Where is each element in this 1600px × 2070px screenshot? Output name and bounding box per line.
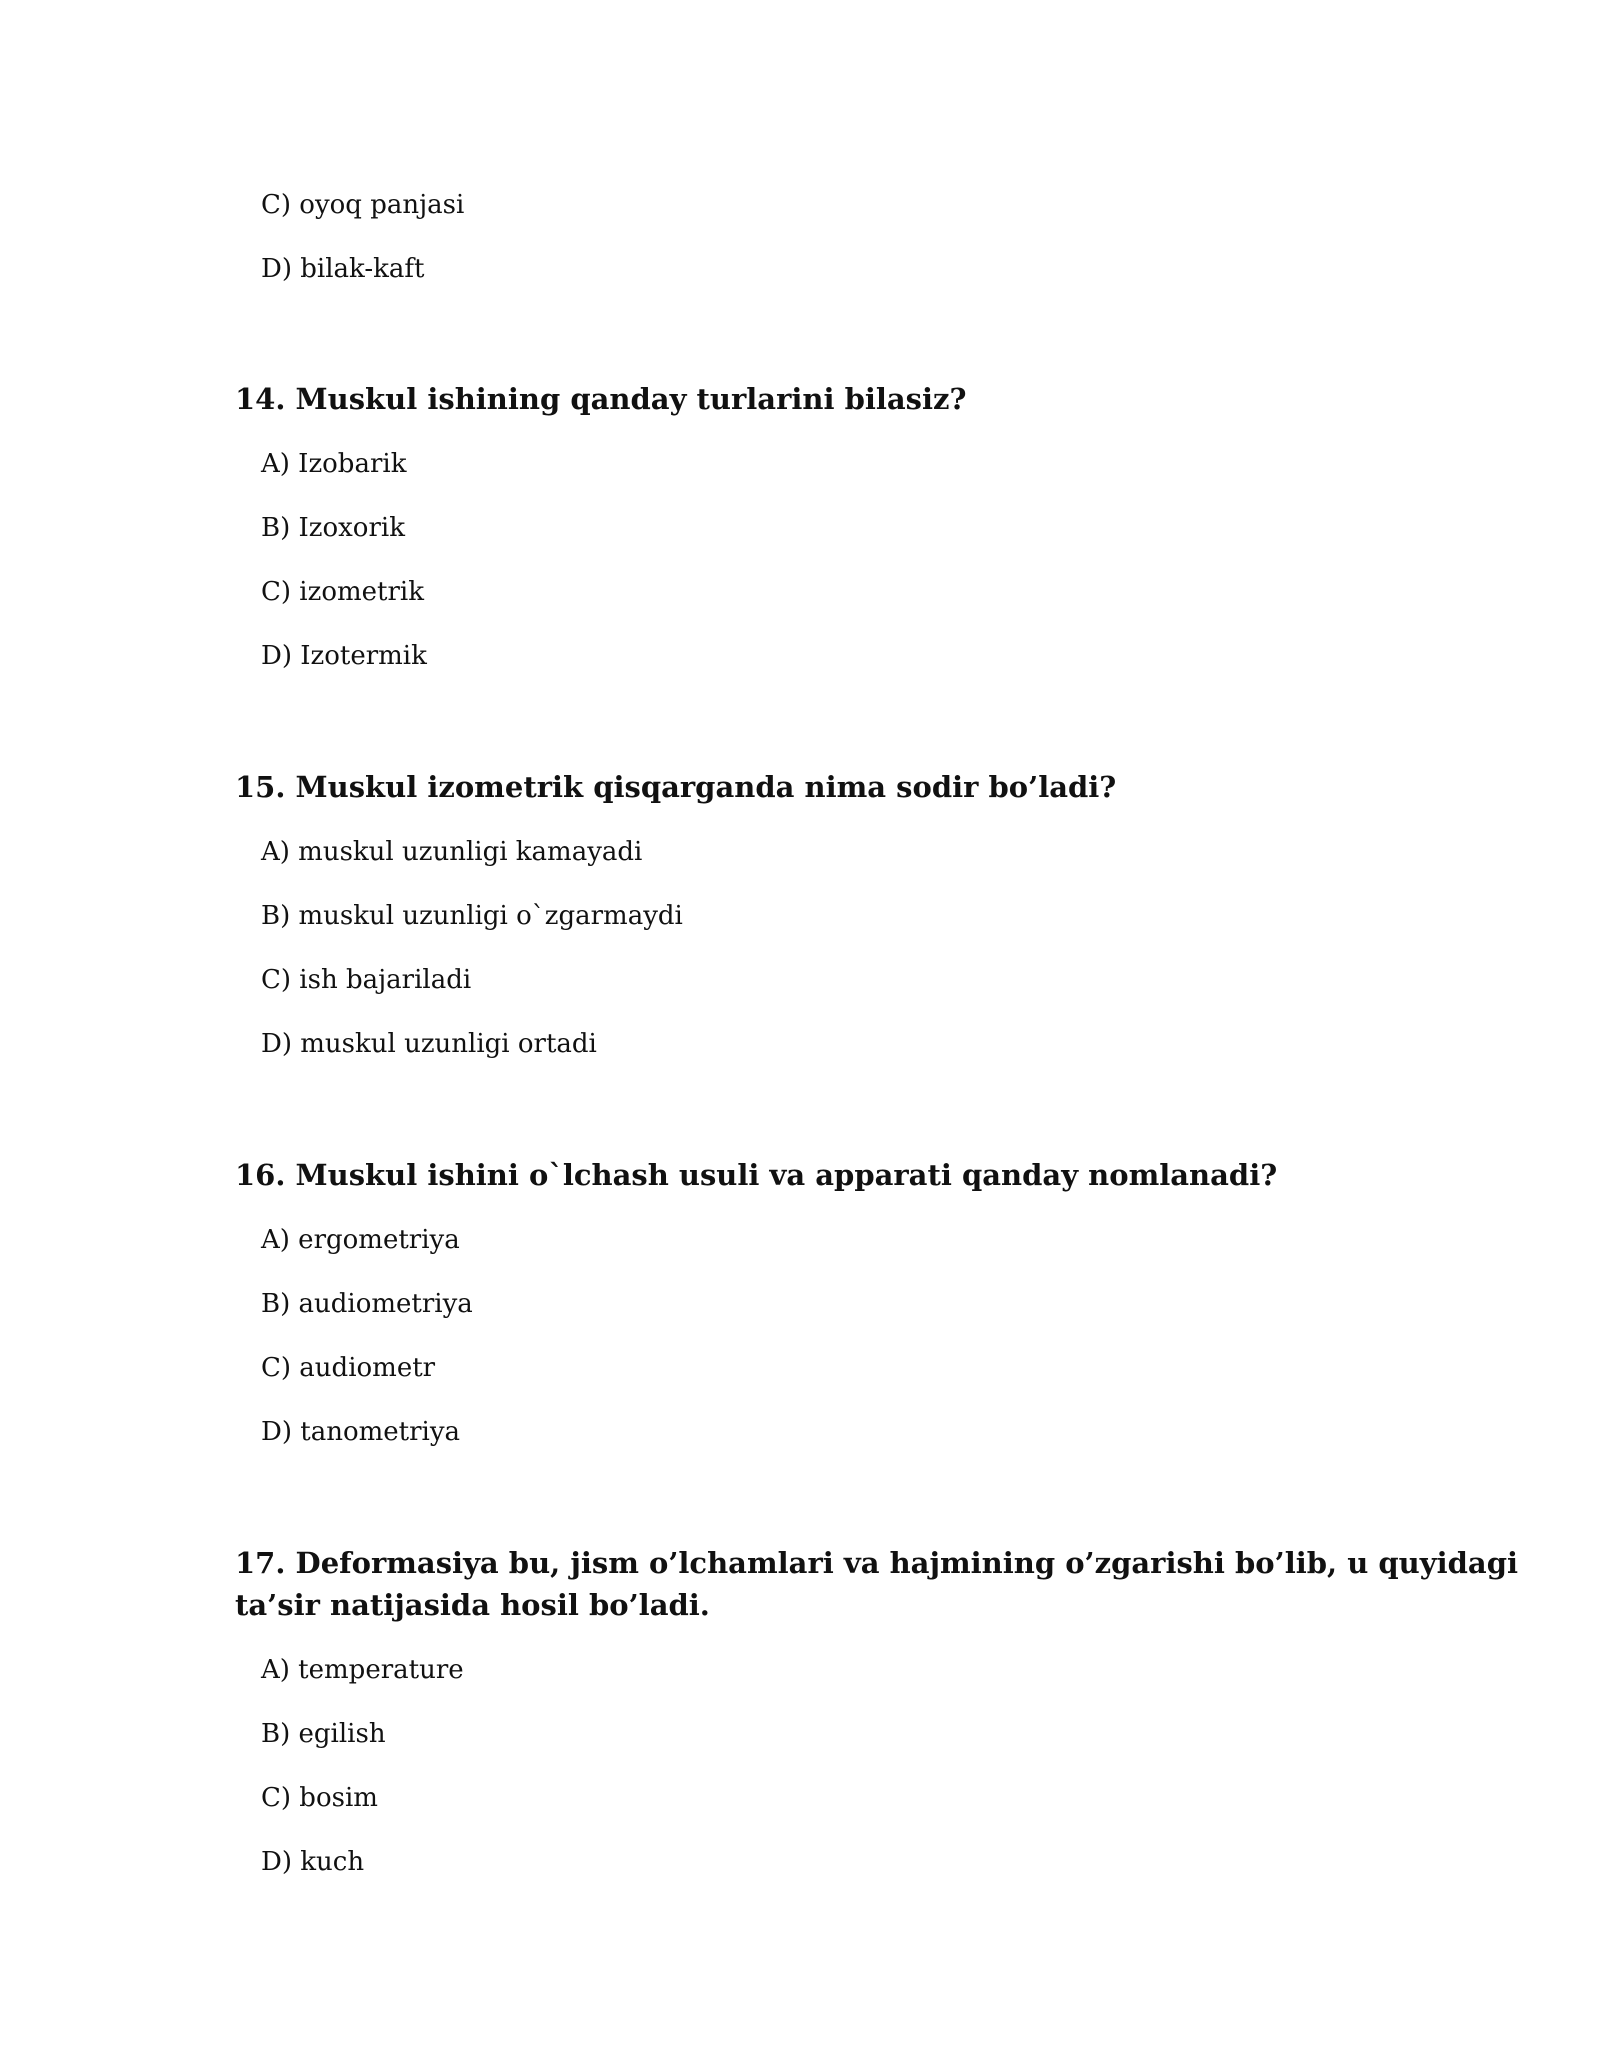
question-14-option-d: D) Izotermik — [261, 641, 427, 671]
question-16-option-c: C) audiometr — [261, 1353, 436, 1383]
question-17-option-b: B) egilish — [261, 1719, 386, 1749]
question-14: 14. Muskul ishining qanday turlarini bilasiz? — [235, 382, 967, 416]
question-17-option-a: A) temperature — [261, 1655, 464, 1685]
question-15-option-b: B) muskul uzunligi o`zgarmaydi — [261, 901, 683, 931]
question-14-option-c: C) izometrik — [261, 577, 424, 607]
question-16-option-a: A) ergometriya — [261, 1225, 460, 1255]
question-17-line-1: 17. Deformasiya bu, jism o’lchamlari va hajmining o’zgarishi bo’lib, u quyidagi — [235, 1546, 1518, 1580]
question-16-option-b: B) audiometriya — [261, 1289, 473, 1319]
question-16-option-d: D) tanometriya — [261, 1417, 461, 1447]
question-15: 15. Muskul izometrik qisqarganda nima sodir bo’ladi? — [235, 770, 1117, 804]
question-17-option-c: C) bosim — [261, 1783, 378, 1813]
question-17-option-d: D) kuch — [261, 1847, 365, 1877]
question-16: 16. Muskul ishini o`lchash usuli va apparati qanday nomlanadi? — [235, 1158, 1278, 1192]
question-15-option-d: D) muskul uzunligi ortadi — [261, 1029, 597, 1059]
question-17-line-2: ta’sir natijasida hosil bo’ladi. — [235, 1588, 710, 1622]
question-14-option-a: A) Izobarik — [261, 449, 407, 479]
question-14-option-b: B) Izoxorik — [261, 513, 405, 543]
question-15-option-a: A) muskul uzunligi kamayadi — [261, 837, 643, 867]
question-15-option-c: C) ish bajariladi — [261, 965, 472, 995]
option-d: D) bilak-kaft — [261, 254, 425, 284]
option-c: C) oyoq panjasi — [261, 190, 465, 220]
